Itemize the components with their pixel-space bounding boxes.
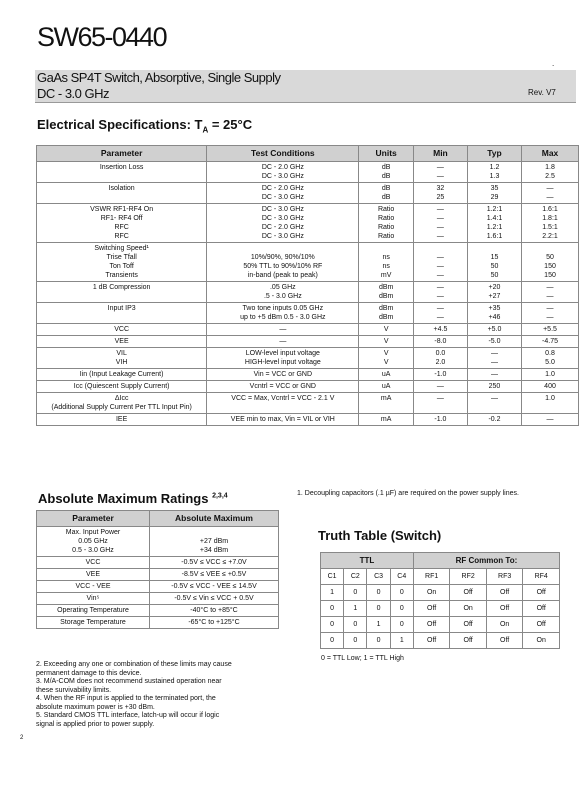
table-row xyxy=(37,414,579,426)
truth-col-header: C1 xyxy=(321,569,344,585)
cell-typ: -5.0 xyxy=(467,336,521,348)
cell-typ: 15 50 50 xyxy=(467,243,521,282)
cell-min: 32 25 xyxy=(413,183,467,204)
cell-units: V xyxy=(359,336,414,348)
revision: Rev. V7 xyxy=(528,88,556,97)
cell-typ: 1.2:1 1.4:1 1.2:1 1.6:1 xyxy=(467,204,521,243)
truth-note: 0 = TTL Low; 1 = TTL High xyxy=(321,655,404,662)
cell-max: 0.8 5.0 xyxy=(522,348,579,369)
cell-value: -8.5V ≤ VEE ≤ +0.5V xyxy=(150,569,279,581)
cell-max: 1.0 xyxy=(522,369,579,381)
truth-cell: Off xyxy=(486,601,523,617)
rf-group-header: RF Common To: xyxy=(413,553,559,569)
truth-col-header: RF4 xyxy=(523,569,560,585)
elec-title xyxy=(37,117,252,135)
col-header: Parameter xyxy=(37,511,150,527)
truth-col-header: RF3 xyxy=(486,569,523,585)
truth-cell: 1 xyxy=(367,617,390,633)
truth-cell: Off xyxy=(486,633,523,649)
cell-units: uA xyxy=(359,369,414,381)
col-header: Parameter xyxy=(37,146,207,162)
amr-title-text: Absolute Maximum Ratings xyxy=(38,491,209,506)
cell-units: dB dB xyxy=(359,183,414,204)
cell-typ: 1.2 1.3 xyxy=(467,162,521,183)
col-header: Test Conditions xyxy=(207,146,359,162)
truth-table xyxy=(320,552,560,649)
cell-value: -0.5V ≤ VCC ≤ +7.0V xyxy=(150,557,279,569)
cell-cond: DC - 3.0 GHz DC - 3.0 GHz DC - 2.0 GHz DC - 3.0 GHz xyxy=(207,204,359,243)
cell-param: Iin (Input Leakage Current) xyxy=(37,369,207,381)
cell-min: -8.0 xyxy=(413,336,467,348)
subtitle-line2: DC - 3.0 GHz xyxy=(37,86,110,101)
cell-max: — xyxy=(522,414,579,426)
truth-cell: 1 xyxy=(390,633,413,649)
truth-cell: Off xyxy=(413,633,450,649)
truth-cell: 1 xyxy=(344,601,367,617)
cell-max: — — xyxy=(522,303,579,324)
table-row xyxy=(37,324,579,336)
cell-cond: VEE min to max, Vin = VIL or VIH xyxy=(207,414,359,426)
truth-cell: Off xyxy=(450,633,487,649)
truth-cell: 0 xyxy=(321,617,344,633)
table-row xyxy=(321,585,560,601)
cell-min: +4.5 xyxy=(413,324,467,336)
truth-cell: 0 xyxy=(390,585,413,601)
col-header: Max xyxy=(522,146,579,162)
table-header-row xyxy=(37,146,579,162)
truth-cell: 0 xyxy=(367,633,390,649)
truth-col-header: RF1 xyxy=(413,569,450,585)
cell-units: V xyxy=(359,324,414,336)
cell-max: — — xyxy=(522,183,579,204)
table-row xyxy=(37,617,279,629)
truth-group-row xyxy=(321,553,560,569)
cell-units: dB dB xyxy=(359,162,414,183)
ttl-group-header: TTL xyxy=(321,553,414,569)
cell-value: -40°C to +85°C xyxy=(150,605,279,617)
cell-cond: DC - 2.0 GHz DC - 3.0 GHz xyxy=(207,162,359,183)
cell-param: Max. Input Power 0.05 GHz 0.5 - 3.0 GHz xyxy=(37,527,150,557)
cell-value: -0.5V ≤ VCC - VEE ≤ 14.5V xyxy=(150,581,279,593)
table-row xyxy=(37,303,579,324)
table-row xyxy=(37,369,579,381)
cell-max: 50 150 150 xyxy=(522,243,579,282)
cell-param: VEE xyxy=(37,336,207,348)
cell-typ: — xyxy=(467,369,521,381)
cell-cond: — xyxy=(207,336,359,348)
truth-cell: Off xyxy=(486,585,523,601)
col-header: Absolute Maximum xyxy=(150,511,279,527)
cell-cond: LOW-level input voltage HIGH-level input voltage xyxy=(207,348,359,369)
part-number: SW65-0440 xyxy=(37,22,167,52)
amr-note: 4. When the RF input is applied to the terminated port, the absolute maximum power is +30 dBm. xyxy=(36,695,216,711)
cell-typ: +20 +27 xyxy=(467,282,521,303)
truth-col-header: C4 xyxy=(390,569,413,585)
absolute-max-table xyxy=(36,510,279,629)
cell-param: VCC - VEE xyxy=(37,581,150,593)
cell-param: Operating Temperature xyxy=(37,605,150,617)
cell-typ: +5.0 xyxy=(467,324,521,336)
table-row xyxy=(321,601,560,617)
cell-units: dBm dBm xyxy=(359,303,414,324)
cell-typ: — — xyxy=(467,348,521,369)
cell-param: Input IP3 xyxy=(37,303,207,324)
table-row xyxy=(37,527,279,557)
cell-typ: -0.2 xyxy=(467,414,521,426)
cell-typ: 35 29 xyxy=(467,183,521,204)
cell-value: +27 dBm +34 dBm xyxy=(150,527,279,557)
cell-units: V V xyxy=(359,348,414,369)
truth-cell: Off xyxy=(450,585,487,601)
truth-cell: 0 xyxy=(367,585,390,601)
amr-title xyxy=(38,491,228,506)
truth-cell: 0 xyxy=(321,601,344,617)
cell-units: mA xyxy=(359,414,414,426)
subtitle-line1: GaAs SP4T Switch, Absorptive, Single Supply xyxy=(37,70,281,85)
table-row xyxy=(37,381,579,393)
truth-col-header: RF2 xyxy=(450,569,487,585)
cell-param: Icc (Quiescent Supply Current) xyxy=(37,381,207,393)
cell-cond: .05 GHz .5 - 3.0 GHz xyxy=(207,282,359,303)
cell-cond: DC - 2.0 GHz DC - 3.0 GHz xyxy=(207,183,359,204)
cell-param: ΔIcc (Additional Supply Current Per TTL Input Pin) xyxy=(37,393,207,414)
truth-cell: On xyxy=(413,585,450,601)
amr-title-sup: 2,3,4 xyxy=(212,492,228,500)
cell-typ: +35 +46 xyxy=(467,303,521,324)
table-row xyxy=(37,569,279,581)
cell-param: Storage Temperature xyxy=(37,617,150,629)
amr-note: 5. Standard CMOS TTL interface, latch-up will occur if logic signal is applied prior to power supply. xyxy=(36,712,220,728)
cell-param: Switching Speed¹ Trise Tfall Ton Toff Transients xyxy=(37,243,207,282)
cell-min: -1.0 xyxy=(413,414,467,426)
col-header: Typ xyxy=(467,146,521,162)
cell-min: — — — xyxy=(413,243,467,282)
truth-title: Truth Table (Switch) xyxy=(318,528,442,543)
truth-cell: 0 xyxy=(390,601,413,617)
truth-cell: 0 xyxy=(344,633,367,649)
corner-mark: . xyxy=(552,59,555,68)
cell-max: 1.6:1 1.8:1 1.5:1 2.2:1 xyxy=(522,204,579,243)
cell-max: -4.75 xyxy=(522,336,579,348)
truth-cell: 0 xyxy=(390,617,413,633)
cell-max: 400 xyxy=(522,381,579,393)
table-row xyxy=(321,633,560,649)
cell-param: IEE xyxy=(37,414,207,426)
cell-min: -1.0 xyxy=(413,369,467,381)
cell-units: Ratio Ratio Ratio Ratio xyxy=(359,204,414,243)
col-header: Units xyxy=(359,146,414,162)
table-row xyxy=(37,393,579,414)
truth-cell: 0 xyxy=(344,585,367,601)
table-row xyxy=(37,348,579,369)
cell-param: 1 dB Compression xyxy=(37,282,207,303)
cell-cond: — xyxy=(207,324,359,336)
cell-min: — xyxy=(413,381,467,393)
truth-col-row xyxy=(321,569,560,585)
table-row xyxy=(37,204,579,243)
footnote-1: 1. Decoupling capacitors (.1 µF) are required on the power supply lines. xyxy=(297,490,519,497)
truth-cell: Off xyxy=(413,617,450,633)
table-header-row xyxy=(37,511,279,527)
table-row xyxy=(37,605,279,617)
cell-units: dBm dBm xyxy=(359,282,414,303)
cell-param: VCC xyxy=(37,324,207,336)
cell-typ: — xyxy=(467,393,521,414)
cell-max: +5.5 xyxy=(522,324,579,336)
elec-title-prefix: Electrical Specifications: T xyxy=(37,117,203,132)
truth-col-header: C3 xyxy=(367,569,390,585)
table-row xyxy=(37,243,579,282)
cell-param: Insertion Loss xyxy=(37,162,207,183)
electrical-spec-table xyxy=(36,145,579,426)
table-row xyxy=(37,593,279,605)
table-row xyxy=(37,557,279,569)
cell-param: VEE xyxy=(37,569,150,581)
cell-cond: Two tone inputs 0.05 GHz up to +5 dBm 0.5 - 3.0 GHz xyxy=(207,303,359,324)
cell-param: VSWR RF1-RF4 On RF1- RF4 Off RFC RFC xyxy=(37,204,207,243)
elec-title-suffix: = 25°C xyxy=(208,117,253,132)
truth-cell: On xyxy=(450,601,487,617)
cell-cond: 10%/90%, 90%/10% 50% TTL to 90%/10% RF in-band (peak to peak) xyxy=(207,243,359,282)
cell-max: 1.8 2.5 xyxy=(522,162,579,183)
truth-cell: Off xyxy=(413,601,450,617)
cell-min: — — xyxy=(413,162,467,183)
truth-cell: 0 xyxy=(344,617,367,633)
table-row xyxy=(37,336,579,348)
truth-col-header: C2 xyxy=(344,569,367,585)
truth-cell: Off xyxy=(523,585,560,601)
cell-max: — — xyxy=(522,282,579,303)
cell-units: mA xyxy=(359,393,414,414)
cell-units: ns ns mV xyxy=(359,243,414,282)
cell-units: uA xyxy=(359,381,414,393)
amr-note: 2. Exceeding any one or combination of these limits may cause permanent damage to this device. xyxy=(36,661,232,677)
table-row xyxy=(37,581,279,593)
amr-note: 3. M/A-COM does not recommend sustained operation near these survivability limits. xyxy=(36,678,222,694)
table-row xyxy=(37,162,579,183)
cell-value: -0.5V ≤ Vin ≤ VCC + 0.5V xyxy=(150,593,279,605)
amr-notes xyxy=(36,661,286,729)
cell-param: VIL VIH xyxy=(37,348,207,369)
table-row xyxy=(37,183,579,204)
cell-typ: 250 xyxy=(467,381,521,393)
truth-cell: 0 xyxy=(367,601,390,617)
cell-max: 1.0 xyxy=(522,393,579,414)
table-row xyxy=(37,282,579,303)
page-number: 2 xyxy=(20,735,24,741)
cell-value: -65°C to +125°C xyxy=(150,617,279,629)
cell-cond: Vcntrl = VCC or GND xyxy=(207,381,359,393)
cell-min: — — xyxy=(413,303,467,324)
cell-min: — — xyxy=(413,282,467,303)
truth-cell: 0 xyxy=(321,633,344,649)
cell-param: VCC xyxy=(37,557,150,569)
cell-min: 0.0 2.0 xyxy=(413,348,467,369)
cell-cond: Vin = VCC or GND xyxy=(207,369,359,381)
truth-cell: Off xyxy=(450,617,487,633)
elec-title-sub: A xyxy=(202,125,209,135)
cell-param: Isolation xyxy=(37,183,207,204)
truth-cell: On xyxy=(523,633,560,649)
table-row xyxy=(321,617,560,633)
cell-min: — xyxy=(413,393,467,414)
cell-min: — — — — xyxy=(413,204,467,243)
truth-cell: 1 xyxy=(321,585,344,601)
cell-cond: VCC = Max, Vcntrl = VCC - 2.1 V xyxy=(207,393,359,414)
cell-param: Vin⁵ xyxy=(37,593,150,605)
truth-cell: On xyxy=(486,617,523,633)
truth-cell: Off xyxy=(523,601,560,617)
col-header: Min xyxy=(413,146,467,162)
truth-cell: Off xyxy=(523,617,560,633)
